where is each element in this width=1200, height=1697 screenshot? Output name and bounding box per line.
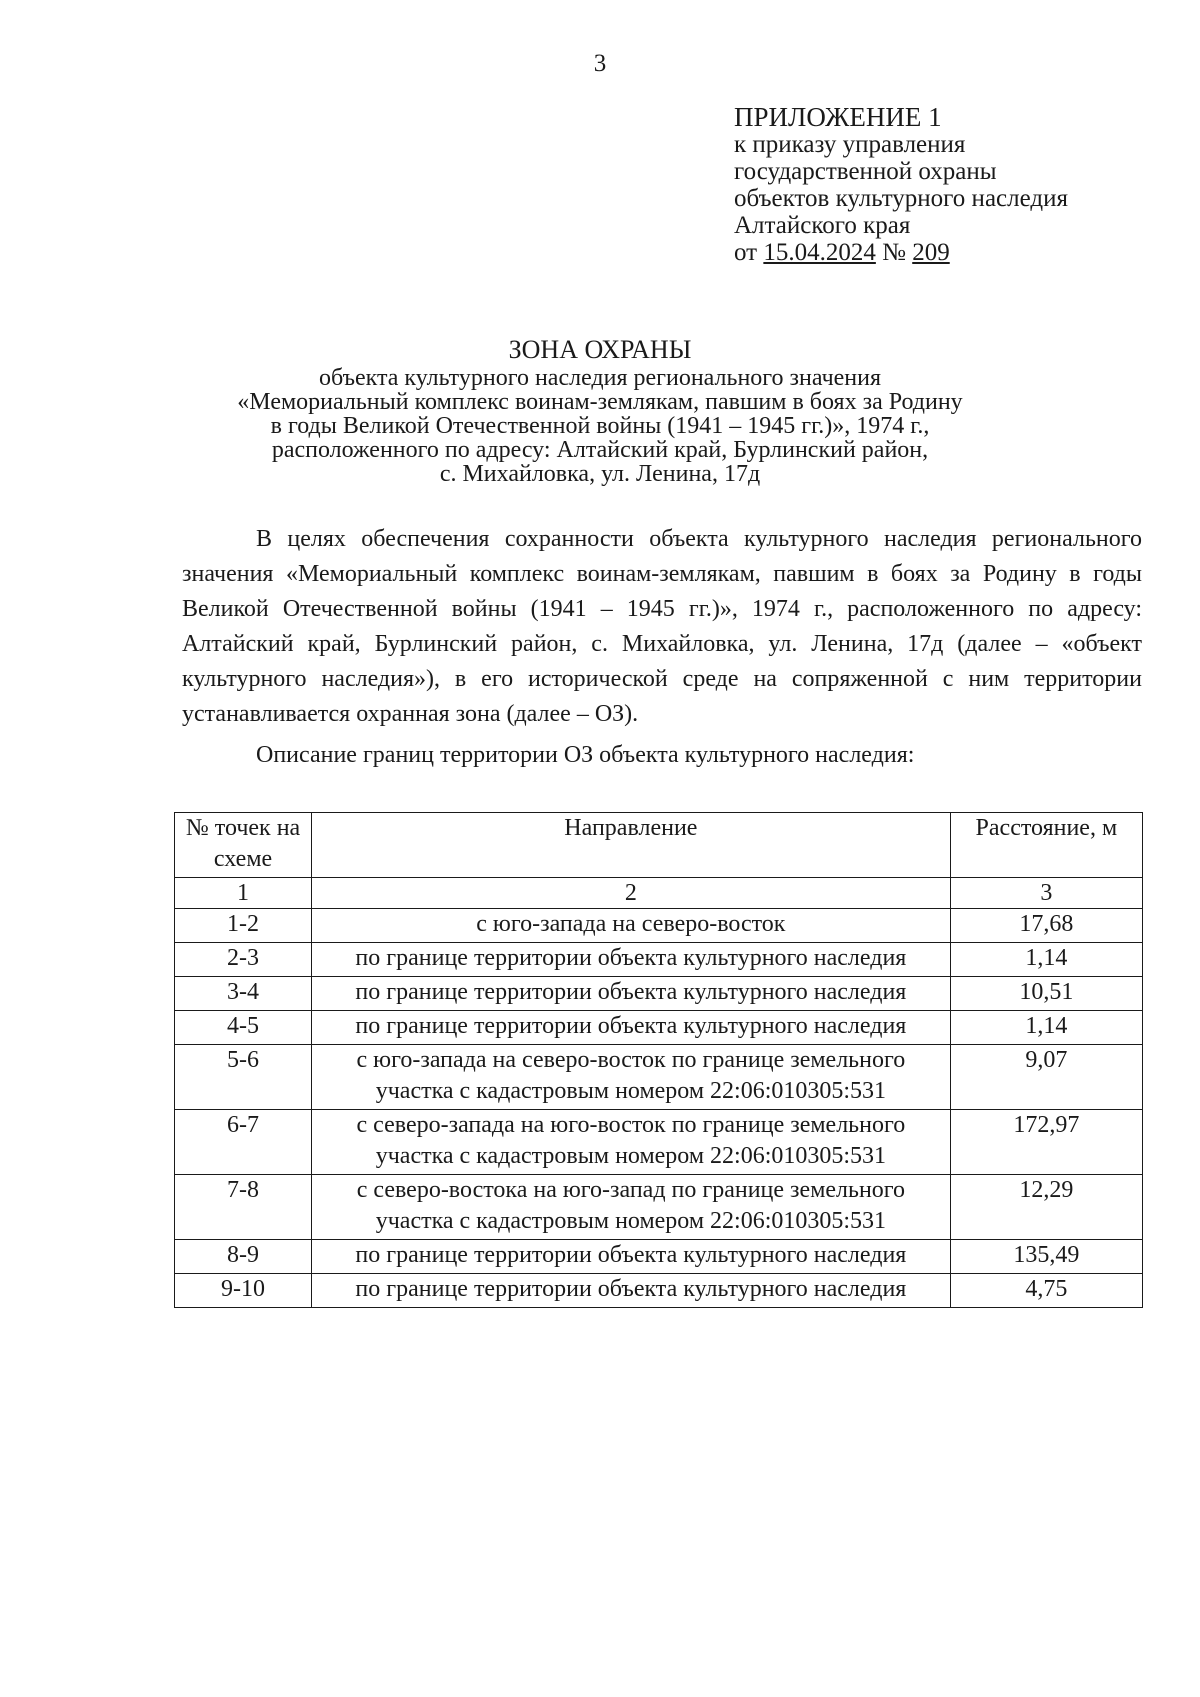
title-line: в годы Великой Отечественной войны (1941 – 1945 гг.)», 1974 г., [270,413,930,439]
cell-direction: с юго-запада на северо-восток [312,909,951,943]
order-date-line [734,239,1068,266]
title-line: «Мемориальный комплекс воинам-землякам, павшим в боях за Родину [237,389,963,415]
cell-distance: 12,29 [950,1175,1142,1240]
appendix-line: к приказу управления [734,131,966,158]
cell-distance: 10,51 [950,977,1142,1011]
cell-distance: 9,07 [950,1045,1142,1110]
table-row [175,1274,1143,1308]
cell-distance: 1,14 [950,1011,1142,1045]
cell-points: 6-7 [175,1110,312,1175]
cell-direction: по границе территории объекта культурного наследия [312,1240,951,1274]
cell-direction: по границе территории объекта культурного наследия [312,1274,951,1308]
cell-direction: по границе территории объекта культурного наследия [312,943,951,977]
cell-points: 9-10 [175,1274,312,1308]
title-line: расположенного по адресу: Алтайский край, Бурлинский район, [271,437,929,463]
cell-points: 1-2 [175,909,312,943]
appendix-line: объектов культурного наследия [734,185,1068,212]
boundary-table [174,812,1143,1308]
main-title: ЗОНА ОХРАНЫ [508,335,692,364]
column-number-row [175,878,1143,909]
table-row [175,909,1143,943]
cell-points: 5-6 [175,1045,312,1110]
cell-direction: с юго-запада на северо-восток по границе земельного участка с кадастровым номером 22:06:010305:531 [312,1045,951,1110]
title-line: объекта культурного наследия регионального значения [318,365,882,391]
table-row [175,1011,1143,1045]
column-number: 1 [175,878,312,909]
appendix-line: Алтайского края [734,212,911,239]
page-number: 3 [593,50,607,77]
cell-distance: 135,49 [950,1240,1142,1274]
cell-points: 8-9 [175,1240,312,1274]
appendix-line: государственной охраны [734,158,997,185]
appendix-heading: ПРИЛОЖЕНИЕ 1 [734,102,942,132]
table-header-row [175,813,1143,878]
table-row [175,1110,1143,1175]
body-text [182,522,1142,773]
header-distance: Расстояние, м [950,813,1142,878]
table-row [175,943,1143,977]
cell-points: 2-3 [175,943,312,977]
number-sign: № [882,239,906,266]
body-paragraph: В целях обеспечения сохранности объекта культурного наследия регионального значения «Мемориальный комплекс воинам-землякам, павшим в боях за Родину в годы Великой Отечественной войны (1941 – 1945 гг.)», 1974 г., расположенного по адресу: Алтайский край, Бурлинский район, с. Михайловка, ул. Ленина, 17д (далее – «объект культурного наследия»), в его исторической среде на сопряженной с ним территории устанавливается охранная зона (далее – ОЗ). [182,526,1142,727]
order-date: 15.04.2024 [763,239,876,266]
table-caption: Описание границ территории ОЗ объекта культурного наследия: [256,742,915,768]
table-row [175,1240,1143,1274]
cell-direction: по границе территории объекта культурного наследия [312,1011,951,1045]
order-number: 209 [912,239,950,266]
cell-direction: по границе территории объекта культурного наследия [312,977,951,1011]
cell-distance: 172,97 [950,1110,1142,1175]
cell-direction: с северо-запада на юго-восток по границе земельного участка с кадастровым номером 22:06:010305:531 [312,1110,951,1175]
cell-points: 3-4 [175,977,312,1011]
cell-points: 4-5 [175,1011,312,1045]
cell-distance: 4,75 [950,1274,1142,1308]
column-number: 3 [950,878,1142,909]
cell-distance: 1,14 [950,943,1142,977]
header-points: № точек на схеме [175,813,312,878]
title-line: с. Михайловка, ул. Ленина, 17д [439,461,761,487]
document-title [100,336,1100,486]
date-prefix: от [734,239,758,266]
appendix-block [734,104,1068,266]
cell-points: 7-8 [175,1175,312,1240]
cell-distance: 17,68 [950,909,1142,943]
table-row [175,977,1143,1011]
table-row [175,1045,1143,1110]
header-direction: Направление [312,813,951,878]
table-row [175,1175,1143,1240]
cell-direction: с северо-востока на юго-запад по границе земельного участка с кадастровым номером 22:06:010305:531 [312,1175,951,1240]
column-number: 2 [312,878,951,909]
